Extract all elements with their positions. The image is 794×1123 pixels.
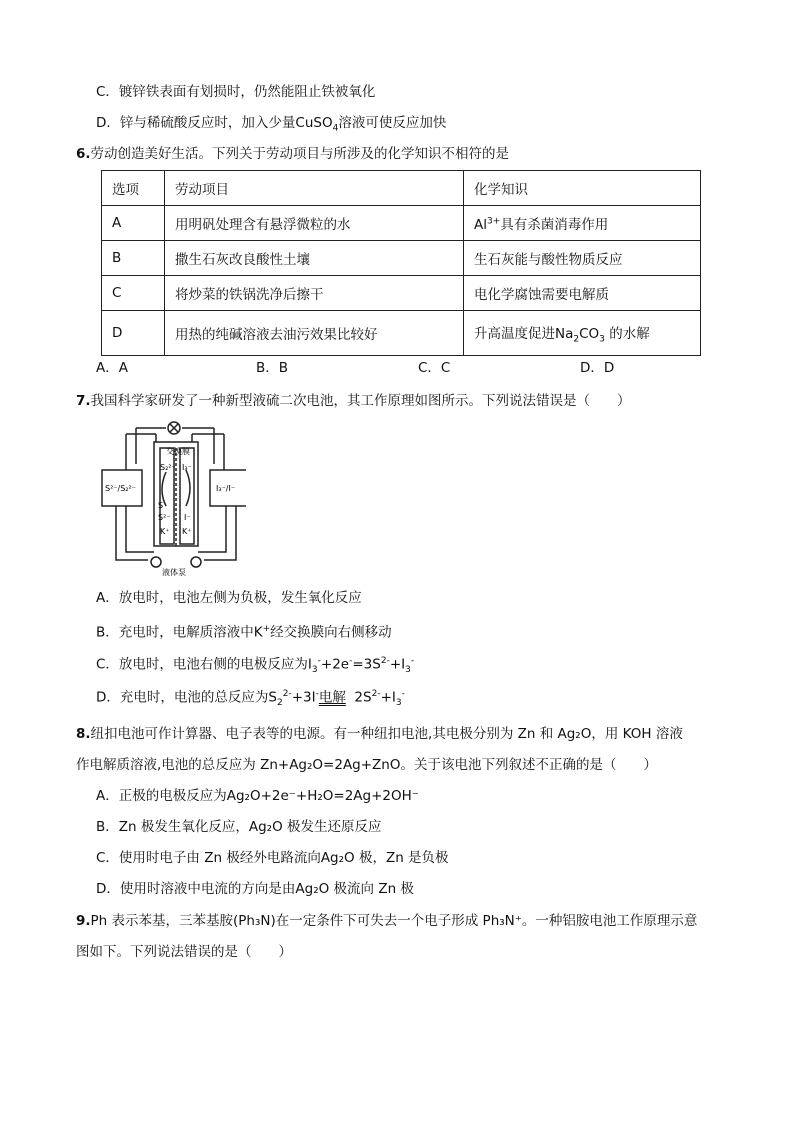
q7-option-a: A．放电时，电池左侧为负极，发生氧化反应: [96, 590, 362, 606]
q7-option-d-condition: 电解: [318, 689, 346, 706]
row-task: 用热的纯碱溶液去油污效果比较好: [165, 311, 464, 356]
q9-stem-line2: 图如下。下列说法错误的是（ ）: [76, 944, 292, 960]
q7-option-b-pre: B．充电时，电解质溶液中: [96, 624, 254, 641]
label-left-mid: S: [158, 501, 164, 510]
q6-table: [101, 170, 701, 356]
row-option: D: [102, 311, 165, 356]
label-left-low: S²⁻: [158, 513, 171, 522]
q7-option-b: [96, 619, 392, 643]
row-option: B: [102, 241, 165, 276]
q8-stem-line2: 作电解质溶液,电池的总反应为 Zn+Ag₂O=2Ag+ZnO。关于该电池下列叙述不正确的是（ ）: [76, 757, 657, 773]
q7-stem: [76, 391, 631, 411]
q5-option-d-post: 溶液可使反应加快: [338, 115, 447, 131]
q6-choice-a[interactable]: A．A: [96, 360, 128, 376]
table-row: [102, 311, 701, 356]
knowledge-text: 的水解: [609, 325, 650, 342]
label-k-left: K⁺: [160, 527, 170, 536]
q5-option-d: [96, 113, 446, 139]
q6-choice-c[interactable]: C．C: [418, 360, 451, 376]
q6-choice-b[interactable]: B．B: [256, 360, 289, 376]
q7-option-c-eq2: =3S: [352, 656, 381, 673]
knowledge-chem: Al: [474, 217, 487, 233]
q9-stem-text1: Ph 表示苯基，三苯基胺(Ph₃N)在一定条件下可失去一个电子形成 Ph₃N⁺。一种铝胺电池工作原理示意: [90, 913, 698, 929]
q7-option-c: C．放电时，电池右侧的电极反应为$I_3^-+2e^-=3S^{2-}+I_3^-$: [96, 656, 415, 676]
q8-option-a: A．正极的电极反应为Ag₂O+2e⁻+H₂O=2Ag+2OH⁻: [96, 788, 419, 804]
q7-stem-text: 我国科学家研发了一种新型液硫二次电池，其工作原理如图所示。下列说法错误是（ ）: [90, 393, 631, 409]
knowledge-chem: Na: [555, 325, 574, 342]
q8-number: 8.: [76, 726, 91, 742]
row-option: A: [102, 206, 165, 241]
q9-number: 9.: [76, 913, 91, 929]
q7-option-d-mid: +3I: [291, 689, 316, 706]
q6-stem: [76, 144, 509, 164]
table-row: [102, 206, 701, 241]
row-option: C: [102, 276, 165, 311]
q8-option-c: C．使用时电子由 Zn 极经外电路流向Ag₂O 极，Zn 是负极: [96, 850, 449, 866]
row-knowledge: [464, 311, 701, 356]
label-right-top: I₃⁻: [182, 463, 192, 472]
q6-stem-text: 劳动创造美好生活。下列关于劳动项目与所涉及的化学知识不相符的是: [90, 146, 510, 162]
header-option: 选项: [102, 171, 165, 206]
table-header-row: [102, 171, 701, 206]
battery-diagram: [96, 420, 246, 578]
q5-option-d-chem: CuSO: [295, 115, 333, 131]
q8-stem-text1: 纽扣电池可作计算器、电子表等的电源。有一种纽扣电池,其电极分别为 Zn 和 Ag₂O，用 KOH 溶液: [90, 726, 683, 742]
q8-option-d: D．使用时溶液中电流的方向是由Ag₂O 极流向 Zn 极: [96, 881, 414, 897]
row-knowledge: [464, 206, 701, 241]
knowledge-chem: CO: [579, 325, 600, 342]
row-task: 将炒菜的铁锅洗净后擦干: [165, 276, 464, 311]
q7-option-b-post: 经交换膜向右侧移动: [270, 624, 392, 641]
header-knowledge: 化学知识: [464, 171, 701, 206]
table-row: [102, 241, 701, 276]
q6-choice-d[interactable]: D．D: [580, 360, 615, 376]
label-k-right: K⁺: [182, 527, 192, 536]
q7-option-c-eq3: +I: [389, 656, 406, 673]
q7-option-b-k: K: [253, 624, 263, 641]
q7-option-d: D．充电时，电池的总反应为$S_2^{2-}+3I^-$电解 $2S^{2-}+I_3^-$: [96, 689, 405, 709]
knowledge-text: 具有杀菌消毒作用: [500, 217, 609, 233]
knowledge-sub: 2: [573, 334, 580, 345]
q8-option-b: B．Zn 极发生氧化反应，Ag₂O 极发生还原反应: [96, 819, 382, 835]
label-right-low: I⁻: [184, 513, 191, 522]
label-liquid-pump: 液体泵: [162, 568, 186, 577]
table-row: [102, 276, 701, 311]
header-task: 劳动项目: [165, 171, 464, 206]
q7-option-d-pre: D．充电时，电池的总反应为S: [96, 689, 277, 706]
row-task: 用明矾处理含有悬浮微粒的水: [165, 206, 464, 241]
q7-number: 7.: [76, 393, 91, 409]
label-right-box: I₃⁻/I⁻: [216, 484, 236, 493]
q7-option-c-eq: +2e: [320, 656, 350, 673]
q5-option-c: C．镀锌铁表面有划损时，仍然能阻止铁被氧化: [96, 84, 376, 100]
knowledge-sup: 3+: [487, 216, 501, 227]
knowledge-text: 升高温度促进: [474, 325, 555, 342]
q6-number: 6.: [76, 146, 91, 162]
label-left-box: S²⁻/S₂²⁻: [105, 484, 136, 493]
q7-option-d-post: 2S: [354, 689, 372, 706]
q7-option-c-pre: C．放电时，电池右侧的电极反应为I: [96, 656, 312, 673]
q8-stem-line1: [76, 724, 683, 744]
label-exchange-membrane: 交换膜: [166, 447, 190, 456]
q5-option-d-pre: D．锌与稀硫酸反应时，加入少量: [96, 115, 296, 131]
q5-option-d-sub: 4: [332, 123, 339, 134]
row-knowledge: 电化学腐蚀需要电解质: [464, 276, 701, 311]
label-left-top: S₂²⁻: [160, 463, 176, 472]
row-task: 撒生石灰改良酸性土壤: [165, 241, 464, 276]
q7-option-d-end: +I: [380, 689, 396, 706]
knowledge-sub: 3: [599, 334, 605, 345]
q9-stem-line1: [76, 911, 697, 931]
q7-option-b-sup: +: [262, 624, 271, 634]
row-knowledge: 生石灰能与酸性物质反应: [464, 241, 701, 276]
